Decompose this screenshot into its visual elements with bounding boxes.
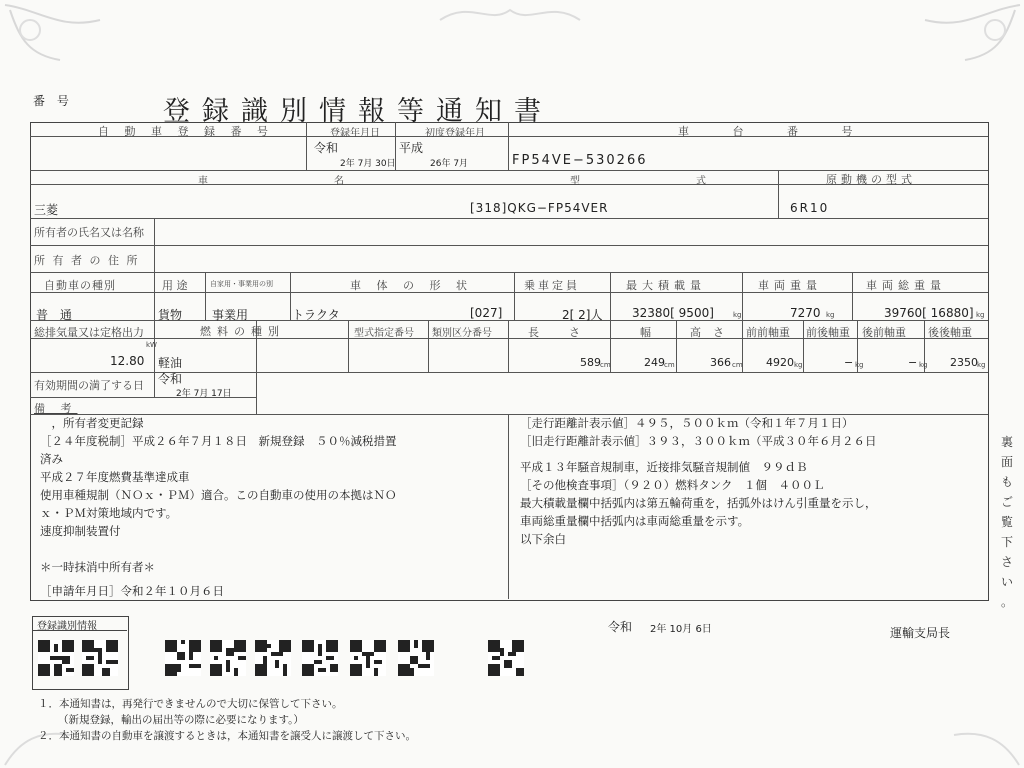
vehicle-weight-label: 車両重量 (758, 279, 822, 292)
see-reverse-char: 覧 (1000, 515, 1013, 529)
first-reg-date: 26年 7月 (430, 159, 469, 169)
remarks-left-line: ｘ・ＰＭ対策地域内です。 (40, 506, 178, 520)
width-unit: cm (664, 361, 675, 369)
expiry-label: 有効期間の満了する日 (34, 379, 144, 392)
expiry-era: 令和 (158, 372, 183, 386)
vehicle-weight: 7270 (790, 306, 821, 320)
qr-code (488, 640, 524, 676)
class-number-label: 類別区分番号 (432, 328, 492, 339)
remarks-right-line: ［走行距離計表示値］４９５，５００ｋｍ（令和１年７月１日） (520, 416, 854, 430)
type-designation-label: 型式指定番号 (354, 328, 414, 339)
width: 249 (644, 356, 665, 369)
vehicle-weight-unit: kg (826, 311, 835, 319)
remarks-left-line (40, 540, 397, 558)
vehicle-kind: 普 通 (36, 308, 76, 322)
chassis-number-label: 車 台 番 号 (678, 125, 873, 138)
see-reverse-char: い (1000, 575, 1013, 589)
remarks-left-line: ［２４年度税制］平成２６年７月１８日 新規登録 ５０％減税措置 (40, 434, 397, 448)
front-rear-axle-unit: kg (855, 361, 864, 369)
chassis-number: FP54VE−530266 (512, 153, 648, 168)
footer-notes (38, 696, 416, 744)
remarks-left-line: 済み (40, 452, 63, 466)
remarks-left-line: 速度抑制装置付 (40, 524, 121, 538)
see-reverse-char: 裏 (1000, 435, 1013, 449)
corner-ornament-top-center (430, 0, 590, 30)
corner-ornament-top-left (0, 0, 120, 70)
engine-type: 6R10 (790, 201, 830, 215)
rear-rear-axle: 2350 (950, 356, 978, 369)
owner-address-label: 所 有 者 の 住 所 (34, 254, 140, 267)
use-label: 用 途 (162, 279, 188, 292)
see-reverse-char: も (1000, 475, 1013, 489)
issue-date: 2年 10月 6日 (650, 624, 712, 635)
body-shape-code: [027] (470, 306, 503, 320)
displacement-unit: kW (146, 341, 157, 349)
body-shape: トラクタ (292, 308, 340, 322)
fuel-type: 軽油 (158, 356, 183, 370)
car-label: 車 (198, 176, 208, 187)
footer-note-line: １．本通知書は，再発行できませんので大切に保管して下さい。 (38, 698, 343, 710)
see-reverse-note (1000, 432, 1014, 612)
remarks-right-line: ［旧走行距離計表示値］３９３，３００ｋｍ（平成３０年６月２６日 (520, 434, 877, 448)
expiry-date: 2年 7月 17日 (176, 389, 232, 399)
remarks-left-line: ，所有者変更記録 (40, 416, 144, 430)
see-reverse-char: さ (1000, 555, 1013, 569)
remarks-right-line: 車両総重量欄中括弧内は車両総重量を示す。 (520, 514, 750, 528)
remarks-left-line: 使用車種規制（ＮＯｘ・ＰＭ）適合。この自動車の使用の本拠はＮＯ (40, 488, 397, 502)
see-reverse-char: 面 (1000, 455, 1013, 469)
max-load-unit: kg (733, 311, 742, 319)
reg-era: 令和 (314, 141, 339, 155)
first-reg-era: 平成 (399, 141, 424, 155)
qr-info-label: 登録識別情報 (37, 621, 97, 632)
remarks-right-line: 最大積載量欄中括弧内は第五輪荷重を，括弧外はけん引重量を示し， (520, 496, 877, 510)
rear-front-axle-label: 後前軸重 (862, 326, 906, 339)
remarks-right-line: 平成１３年騒音規制車，近接排気騒音規制値 ９９ｄＢ (520, 460, 808, 474)
remarks-right-line: ［その他検査事項］（９２０）燃料タンク １個 ４００Ｌ (520, 478, 825, 492)
document-title: 登録識別情報等通知書 (163, 96, 553, 127)
private-business: 事業用 (212, 308, 249, 322)
front-front-axle: 4920 (766, 356, 794, 369)
vehicle-kind-label: 自動車の種別 (44, 279, 116, 292)
issuer: 運輸支局長 (890, 626, 951, 640)
issue-era: 令和 (608, 620, 633, 634)
first-reg-label: 初度登録年月 (425, 128, 485, 139)
front-front-axle-unit: kg (794, 361, 803, 369)
body-shape-label: 車 体 の 形 状 (350, 279, 473, 292)
height-unit: cm (732, 361, 743, 369)
see-reverse-char: 。 (1000, 595, 1013, 609)
max-load: 32380[ 9500] (632, 306, 714, 320)
gross-weight: 39760[ 16880] (884, 306, 974, 320)
remarks-left-line: ＊一時抹消中所有者＊ (40, 560, 155, 574)
width-label: 幅 (640, 326, 651, 339)
private-business-label: 自家用・事業用の別 (210, 280, 273, 288)
qr-code (210, 640, 246, 676)
remarks-right (520, 414, 877, 548)
reg-number-label: 自 動 車 登 録 番 号 (98, 125, 274, 138)
number-label: 番 号 (33, 94, 73, 108)
footer-note-line: ２．本通知書の自動車を譲渡するときは，本通知書を譲受人に譲渡して下さい。 (38, 730, 416, 742)
qr-code (302, 640, 338, 676)
qr-code (398, 640, 434, 676)
capacity-label: 乗車定員 (524, 279, 580, 292)
see-reverse-char: ご (1000, 495, 1013, 509)
remarks-left-line: 平成２７年度燃費基準達成車 (40, 470, 190, 484)
qr-code (82, 640, 118, 676)
qr-code (38, 640, 74, 676)
remarks-label: 備 考 (34, 402, 78, 415)
corner-ornament-top-right (900, 0, 1024, 70)
qr-code (165, 640, 201, 676)
engine-type-label: 原動機の型式 (826, 173, 916, 186)
application-date: ［申請年月日］令和２年１０月６日 (40, 584, 224, 598)
fuel-type-label: 燃料の種別 (200, 325, 285, 338)
rear-front-axle: − (908, 356, 918, 369)
corner-ornament-bottom-right (944, 690, 1024, 768)
see-reverse-char: 下 (1000, 535, 1013, 549)
rear-front-axle-unit: kg (919, 361, 928, 369)
gross-weight-label: 車両総重量 (866, 279, 946, 292)
displacement-label: 総排気量又は定格出力 (34, 326, 144, 339)
owner-name-label: 所有者の氏名又は名称 (34, 226, 144, 239)
reg-date-label: 登録年月日 (330, 128, 380, 139)
car-name: 三菱 (34, 203, 59, 217)
capacity: 2[ 2]人 (562, 308, 603, 322)
length-label: 長さ (528, 326, 610, 339)
reg-date: 2年 7月 30日 (340, 159, 396, 169)
front-rear-axle: − (844, 356, 854, 369)
use: 貨物 (158, 308, 183, 322)
front-rear-axle-label: 前後軸重 (806, 326, 850, 339)
rear-rear-axle-unit: kg (977, 361, 986, 369)
displacement: 12.80 (110, 354, 145, 368)
qr-code (350, 640, 386, 676)
length: 589 (580, 356, 601, 369)
remarks-right-line: 以下余白 (520, 532, 566, 546)
height: 366 (710, 356, 731, 369)
rear-rear-axle-label: 後後軸重 (928, 326, 972, 339)
model: [318]QKG−FP54VER (470, 201, 609, 215)
length-unit: cm (600, 361, 611, 369)
max-load-label: 最大積載量 (626, 279, 706, 292)
front-front-axle-label: 前前軸重 (746, 326, 790, 339)
model-label-2: 式 (696, 176, 706, 187)
remarks-left (40, 414, 397, 576)
footer-note-line: （新規登録，輸出の届出等の際に必要になります。） (58, 714, 304, 726)
model-label-1: 型 (570, 176, 580, 187)
height-label: 高さ (690, 326, 736, 339)
qr-code (255, 640, 291, 676)
car-name-label: 名 (334, 176, 344, 187)
gross-weight-unit: kg (976, 311, 985, 319)
